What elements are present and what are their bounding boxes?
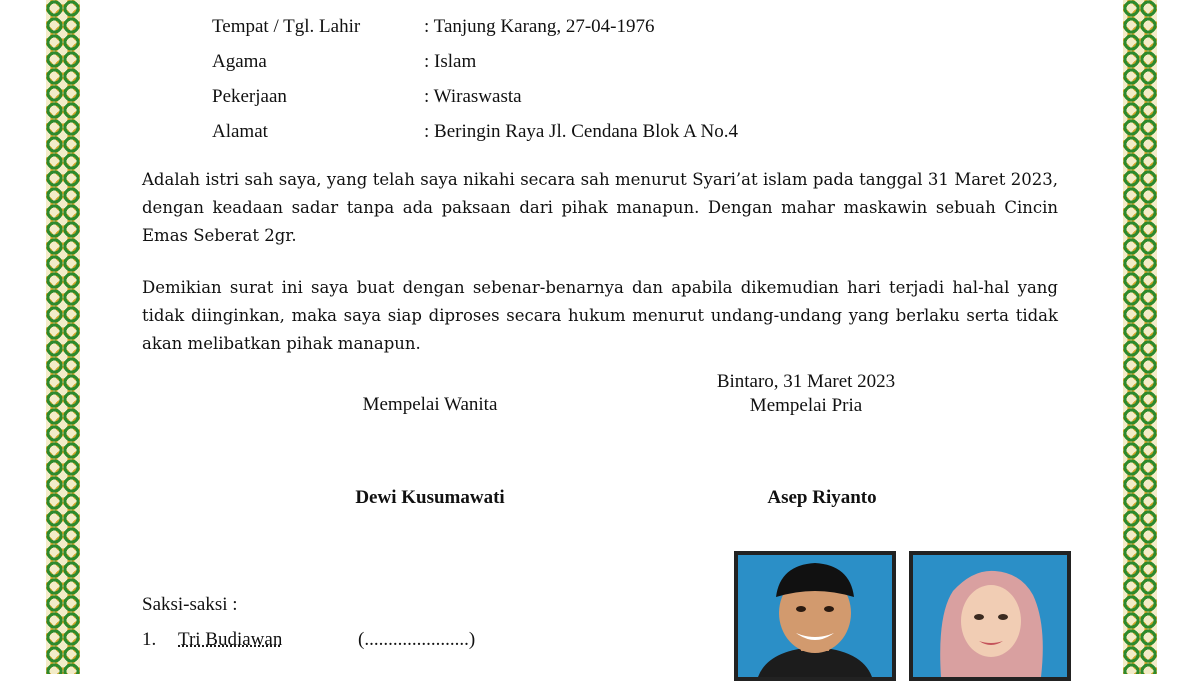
witness-name: Tri Budiawan [178, 629, 283, 650]
field-value: : Islam [424, 51, 477, 72]
bride-name: Dewi Kusumawati [355, 487, 505, 508]
groom-label: Mempelai Pria [749, 395, 863, 416]
groom-portrait-image [738, 555, 892, 677]
field-label: Pekerjaan [212, 86, 287, 107]
field-value: : Tanjung Karang, 27-04-1976 [424, 16, 655, 37]
field-value: : Beringin Raya Jl. Cendana Blok A No.4 [424, 121, 739, 142]
bride-photo [909, 551, 1071, 681]
field-value: : Wiraswasta [424, 86, 522, 107]
decorative-border-left [46, 0, 80, 674]
closing-statement-paragraph: Demikian surat ini saya buat dengan sebenar-benarnya dan apabila dikemudian hari terjadi hal-hal yang tidak diinginkan, maka saya siap diproses secara hukum menurut undang-undang yang berlaku serta tidak akan melibatkan pihak manapun. [142, 278, 1058, 353]
witness-number: 1. [142, 629, 157, 650]
bride-portrait-image [913, 555, 1067, 677]
decorative-border-right [1123, 0, 1157, 674]
signature-place-date: Bintaro, 31 Maret 2023 [716, 371, 896, 392]
witnesses-title: Saksi-saksi : [142, 594, 238, 615]
groom-name: Asep Riyanto [767, 487, 877, 508]
bride-label: Mempelai Wanita [362, 394, 498, 415]
marriage-statement-paragraph: Adalah istri sah saya, yang telah saya nikahi secara sah menurut Syari’at islam pada tanggal 31 Maret 2023, dengan keadaan sadar tanpa ada paksaan dari pihak manapun. Dengan mahar maskawin sebuah Cincin Emas Seberat 2gr. [142, 170, 1058, 245]
witness-signature-blank: (......................) [358, 629, 476, 650]
field-label: Alamat [212, 121, 268, 142]
groom-photo [734, 551, 896, 681]
field-label: Tempat / Tgl. Lahir [212, 16, 361, 37]
field-label: Agama [212, 51, 267, 72]
